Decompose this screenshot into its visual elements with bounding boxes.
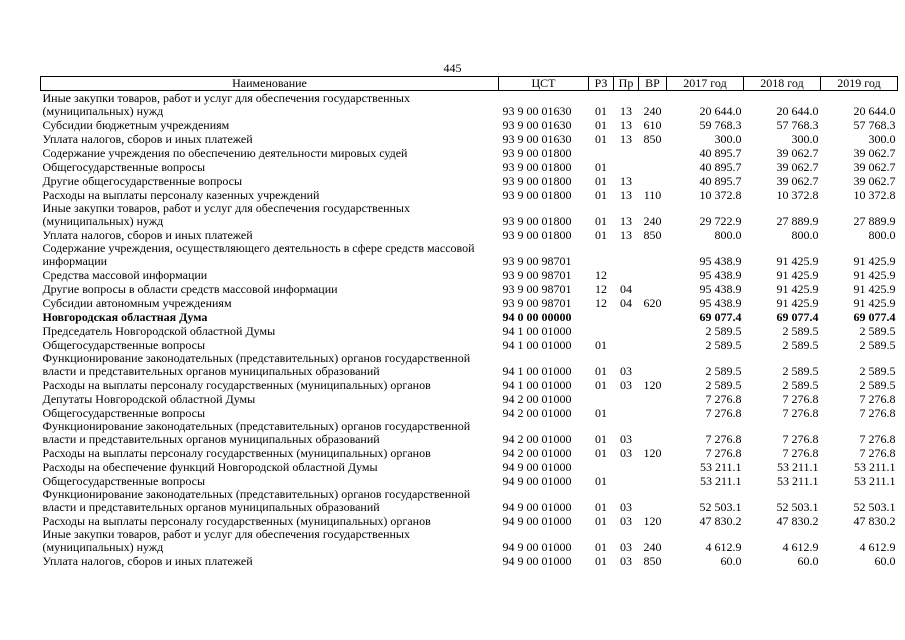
row-rz: 01 (595, 539, 607, 554)
row-value-2018: 2 589.5 (782, 363, 819, 378)
row-value-2017: 4 612.9 (705, 539, 742, 554)
row-name: Расходы на выплаты персоналу казенных учреждений (42, 187, 320, 202)
row-rz: 01 (595, 405, 607, 420)
row-rz (589, 145, 614, 159)
table-row (41, 553, 898, 567)
row-value-2017: 20 644.0 (699, 103, 742, 118)
row-value-2019: 7 276.8 (859, 431, 896, 446)
row-pr (614, 241, 639, 267)
row-cst: 93 9 00 01800 (502, 187, 572, 202)
table-row (41, 187, 898, 201)
header-2017: 2017 год (667, 77, 744, 91)
row-rz: 12 (595, 281, 607, 296)
row-cst: 93 9 00 01800 (502, 159, 572, 174)
row-vr (639, 487, 667, 513)
row-value-2018: 10 372.8 (776, 187, 819, 202)
row-value-2019: 47 830.2 (853, 513, 896, 528)
row-name: Иные закупки товаров, работ и услуг для обеспечения государственных (муниципальных) нужд (42, 527, 410, 554)
row-cst: 93 9 00 01800 (502, 227, 572, 242)
row-name: Субсидии автономным учреждениям (42, 295, 232, 310)
row-name: Общегосударственные вопросы (42, 405, 206, 420)
table-row (41, 241, 898, 267)
row-vr: 620 (643, 295, 662, 310)
row-value-2019: 91 425.9 (853, 281, 896, 296)
row-value-2017: 60.0 (720, 553, 742, 568)
row-cst: 93 9 00 01800 (502, 213, 572, 228)
row-pr: 03 (620, 377, 632, 392)
row-rz (589, 459, 614, 473)
row-value-2017: 7 276.8 (705, 405, 742, 420)
row-value-2018: 39 062.7 (776, 145, 819, 160)
header-cst: ЦСТ (499, 77, 589, 91)
row-pr (614, 159, 639, 173)
row-value-2019: 52 503.1 (853, 499, 896, 514)
row-value-2019: 2 589.5 (859, 337, 896, 352)
row-value-2019: 4 612.9 (859, 539, 896, 554)
row-value-2018: 7 276.8 (782, 431, 819, 446)
row-value-2018: 91 425.9 (776, 281, 819, 296)
row-value-2017: 10 372.8 (699, 187, 742, 202)
row-pr: 13 (620, 117, 632, 132)
row-value-2019: 91 425.9 (853, 253, 896, 268)
header-2019: 2019 год (821, 77, 898, 91)
row-vr (639, 159, 667, 173)
row-pr (614, 391, 639, 405)
row-value-2019: 39 062.7 (853, 173, 896, 188)
row-rz: 01 (595, 117, 607, 132)
row-rz: 01 (595, 213, 607, 228)
row-value-2019: 53 211.1 (853, 473, 896, 488)
row-name: Расходы на выплаты персоналу государственных (муниципальных) органов (42, 377, 431, 392)
table-body (41, 91, 898, 568)
row-vr: 120 (643, 377, 662, 392)
row-name: Общегосударственные вопросы (42, 159, 206, 174)
row-vr (639, 391, 667, 405)
table-row (41, 351, 898, 377)
table-row (41, 391, 898, 405)
row-value-2019: 39 062.7 (853, 145, 896, 160)
row-pr (614, 405, 639, 419)
row-value-2018: 47 830.2 (776, 513, 819, 528)
row-value-2019: 2 589.5 (859, 323, 896, 338)
row-value-2017: 69 077.4 (699, 309, 742, 324)
row-name: Содержание учреждения по обеспечению деятельности мировых судей (42, 145, 408, 160)
header-pr: Пр (614, 77, 639, 91)
row-name: Средства массовой информации (42, 267, 208, 282)
row-name: Общегосударственные вопросы (42, 337, 206, 352)
row-name: Иные закупки товаров, работ и услуг для обеспечения государственных (муниципальных) нужд (42, 201, 410, 228)
row-pr (614, 309, 639, 323)
row-value-2017: 2 589.5 (705, 323, 742, 338)
row-vr (639, 337, 667, 351)
row-value-2018: 4 612.9 (782, 539, 819, 554)
row-value-2019: 7 276.8 (859, 405, 896, 420)
row-name: Депутаты Новгородской областной Думы (42, 391, 256, 406)
row-pr (614, 267, 639, 281)
row-vr: 110 (643, 187, 662, 202)
row-value-2017: 2 589.5 (705, 377, 742, 392)
row-value-2019: 10 372.8 (853, 187, 896, 202)
row-vr: 610 (643, 117, 662, 132)
row-pr (614, 337, 639, 351)
row-cst: 94 9 00 01000 (502, 513, 572, 528)
table-row (41, 295, 898, 309)
row-value-2017: 59 768.3 (699, 117, 742, 132)
row-rz: 01 (595, 173, 607, 188)
row-value-2019: 7 276.8 (859, 445, 896, 460)
page-number: 445 (443, 61, 462, 75)
row-vr (639, 267, 667, 281)
row-value-2018: 300.0 (791, 131, 819, 146)
row-value-2017: 40 895.7 (699, 159, 742, 174)
table-row (41, 445, 898, 459)
row-name: Расходы на обеспечение функций Новгородской областной Думы (42, 459, 378, 474)
row-pr: 03 (620, 499, 632, 514)
row-value-2019: 69 077.4 (853, 309, 896, 324)
table-row (41, 173, 898, 187)
row-value-2019: 53 211.1 (853, 459, 896, 474)
row-value-2018: 7 276.8 (782, 445, 819, 460)
table-row (41, 281, 898, 295)
row-value-2018: 91 425.9 (776, 295, 819, 310)
row-value-2017: 53 211.1 (699, 459, 742, 474)
row-pr: 04 (620, 295, 632, 310)
row-value-2018: 39 062.7 (776, 173, 819, 188)
row-rz: 01 (595, 445, 607, 460)
row-cst: 94 1 00 01000 (502, 363, 572, 378)
row-value-2017: 40 895.7 (699, 173, 742, 188)
row-value-2017: 29 722.9 (699, 213, 742, 228)
row-vr (639, 173, 667, 187)
row-cst: 93 9 00 01800 (502, 173, 572, 188)
row-name: Функционирование законодательных (представительных) органов государственной власти и представительных органов муниципальных образований (42, 351, 471, 378)
header-name: Наименование (41, 77, 499, 91)
row-rz: 01 (595, 131, 607, 146)
table-row (41, 513, 898, 527)
row-pr: 13 (620, 227, 632, 242)
row-rz: 01 (595, 553, 607, 568)
row-value-2017: 95 438.9 (699, 295, 742, 310)
row-cst: 94 2 00 01000 (502, 391, 572, 406)
row-vr (639, 145, 667, 159)
row-cst: 94 2 00 01000 (502, 405, 572, 420)
table-row (41, 459, 898, 473)
row-rz: 12 (595, 267, 607, 282)
row-name: Функционирование законодательных (представительных) органов государственной власти и представительных органов муниципальных образований (42, 487, 471, 514)
row-value-2017: 7 276.8 (705, 391, 742, 406)
row-value-2017: 52 503.1 (699, 499, 742, 514)
row-vr (639, 459, 667, 473)
row-pr (614, 145, 639, 159)
row-vr: 240 (643, 539, 662, 554)
row-name: Иные закупки товаров, работ и услуг для обеспечения государственных (муниципальных) нужд (42, 91, 410, 118)
row-vr: 120 (643, 513, 662, 528)
row-value-2018: 20 644.0 (776, 103, 819, 118)
row-value-2019: 2 589.5 (859, 377, 896, 392)
row-pr (614, 473, 639, 487)
table-row (41, 117, 898, 131)
row-vr (639, 351, 667, 377)
row-cst: 93 9 00 98701 (502, 295, 572, 310)
row-value-2019: 91 425.9 (853, 295, 896, 310)
row-rz: 01 (595, 337, 607, 352)
row-value-2017: 2 589.5 (705, 337, 742, 352)
row-vr: 120 (643, 445, 662, 460)
row-value-2017: 300.0 (714, 131, 742, 146)
row-pr (614, 459, 639, 473)
row-vr: 850 (643, 131, 662, 146)
row-cst: 93 9 00 01630 (502, 131, 572, 146)
row-value-2017: 47 830.2 (699, 513, 742, 528)
table-row (41, 267, 898, 281)
row-rz: 01 (595, 499, 607, 514)
table-row (41, 377, 898, 391)
table-row (41, 91, 898, 118)
row-cst: 94 1 00 01000 (502, 377, 572, 392)
table-row (41, 419, 898, 445)
row-value-2019: 60.0 (874, 553, 896, 568)
row-rz: 01 (595, 431, 607, 446)
row-name: Председатель Новгородской областной Думы (42, 323, 276, 338)
row-rz (589, 309, 614, 323)
row-pr: 13 (620, 213, 632, 228)
row-cst: 93 9 00 01630 (502, 117, 572, 132)
row-value-2019: 91 425.9 (853, 267, 896, 282)
row-cst: 94 9 00 01000 (502, 473, 572, 488)
row-rz: 12 (595, 295, 607, 310)
row-rz (589, 391, 614, 405)
row-cst: 94 9 00 01000 (502, 539, 572, 554)
row-value-2019: 800.0 (868, 227, 896, 242)
header-rz: РЗ (589, 77, 614, 91)
row-value-2019: 7 276.8 (859, 391, 896, 406)
row-pr: 04 (620, 281, 632, 296)
row-vr (639, 405, 667, 419)
table-row (41, 323, 898, 337)
row-pr: 03 (620, 445, 632, 460)
row-value-2018: 2 589.5 (782, 377, 819, 392)
row-cst: 94 9 00 01000 (502, 459, 572, 474)
row-value-2018: 52 503.1 (776, 499, 819, 514)
row-value-2017: 95 438.9 (699, 253, 742, 268)
table-row (41, 527, 898, 553)
row-value-2018: 53 211.1 (776, 459, 819, 474)
row-value-2019: 300.0 (868, 131, 896, 146)
row-cst: 94 2 00 01000 (502, 445, 572, 460)
row-rz: 01 (595, 363, 607, 378)
row-vr (639, 281, 667, 295)
row-pr: 03 (620, 539, 632, 554)
row-cst: 93 9 00 01630 (502, 103, 572, 118)
row-value-2017: 800.0 (714, 227, 742, 242)
table-row (41, 487, 898, 513)
row-rz: 01 (595, 377, 607, 392)
row-rz: 01 (595, 227, 607, 242)
row-pr: 13 (620, 131, 632, 146)
row-rz: 01 (595, 103, 607, 118)
table-row (41, 309, 898, 323)
row-value-2018: 57 768.3 (776, 117, 819, 132)
row-value-2018: 2 589.5 (782, 337, 819, 352)
table-row (41, 131, 898, 145)
table-row (41, 227, 898, 241)
row-pr: 03 (620, 431, 632, 446)
row-value-2018: 53 211.1 (776, 473, 819, 488)
row-cst: 93 9 00 98701 (502, 253, 572, 268)
row-cst: 94 1 00 01000 (502, 337, 572, 352)
row-cst: 93 9 00 98701 (502, 267, 572, 282)
row-name: Расходы на выплаты персоналу государственных (муниципальных) органов (42, 445, 431, 460)
row-value-2017: 7 276.8 (705, 445, 742, 460)
row-value-2017: 2 589.5 (705, 363, 742, 378)
row-rz (589, 323, 614, 337)
row-value-2018: 60.0 (797, 553, 819, 568)
row-vr (639, 309, 667, 323)
row-pr: 03 (620, 363, 632, 378)
table-header-row (41, 77, 898, 91)
row-pr: 13 (620, 187, 632, 202)
table-row (41, 405, 898, 419)
row-value-2019: 20 644.0 (853, 103, 896, 118)
row-cst: 93 9 00 98701 (502, 281, 572, 296)
row-cst: 94 0 00 00000 (502, 309, 572, 324)
row-vr: 240 (643, 213, 662, 228)
row-vr (639, 241, 667, 267)
row-cst: 94 1 00 01000 (502, 323, 572, 338)
row-cst: 94 9 00 01000 (502, 499, 572, 514)
row-value-2019: 57 768.3 (853, 117, 896, 132)
table-row (41, 473, 898, 487)
row-vr (639, 473, 667, 487)
row-rz (589, 241, 614, 267)
row-vr: 240 (643, 103, 662, 118)
row-cst: 93 9 00 01800 (502, 145, 572, 160)
row-name: Уплата налогов, сборов и иных платежей (42, 131, 253, 146)
row-value-2018: 7 276.8 (782, 391, 819, 406)
row-name: Уплата налогов, сборов и иных платежей (42, 553, 253, 568)
row-name: Общегосударственные вопросы (42, 473, 206, 488)
budget-table (40, 76, 898, 567)
row-value-2017: 40 895.7 (699, 145, 742, 160)
row-value-2018: 91 425.9 (776, 253, 819, 268)
row-name: Новгородская областная Дума (42, 309, 208, 324)
row-name: Расходы на выплаты персоналу государственных (муниципальных) органов (42, 513, 431, 528)
row-rz: 01 (595, 187, 607, 202)
table-row (41, 201, 898, 227)
row-value-2018: 91 425.9 (776, 267, 819, 282)
row-value-2017: 95 438.9 (699, 267, 742, 282)
row-rz: 01 (595, 159, 607, 174)
row-pr (614, 323, 639, 337)
row-value-2018: 39 062.7 (776, 159, 819, 174)
row-vr: 850 (643, 227, 662, 242)
row-vr (639, 323, 667, 337)
row-value-2019: 27 889.9 (853, 213, 896, 228)
table-row (41, 145, 898, 159)
row-value-2017: 95 438.9 (699, 281, 742, 296)
row-pr: 03 (620, 553, 632, 568)
row-value-2018: 2 589.5 (782, 323, 819, 338)
row-value-2019: 2 589.5 (859, 363, 896, 378)
row-pr: 13 (620, 103, 632, 118)
row-rz: 01 (595, 473, 607, 488)
row-name: Субсидии бюджетным учреждениям (42, 117, 230, 132)
row-value-2018: 7 276.8 (782, 405, 819, 420)
row-value-2017: 7 276.8 (705, 431, 742, 446)
row-pr: 13 (620, 173, 632, 188)
row-name: Уплата налогов, сборов и иных платежей (42, 227, 253, 242)
table-row (41, 159, 898, 173)
row-rz: 01 (595, 513, 607, 528)
row-cst: 94 2 00 01000 (502, 431, 572, 446)
row-value-2017: 53 211.1 (699, 473, 742, 488)
row-pr: 03 (620, 513, 632, 528)
row-name: Функционирование законодательных (представительных) органов государственной власти и представительных органов муниципальных образований (42, 419, 471, 446)
row-name: Другие вопросы в области средств массовой информации (42, 281, 338, 296)
header-2018: 2018 год (744, 77, 821, 91)
header-vr: ВР (639, 77, 667, 91)
row-name: Другие общегосударственные вопросы (42, 173, 243, 188)
table-row (41, 337, 898, 351)
row-value-2018: 27 889.9 (776, 213, 819, 228)
row-vr: 850 (643, 553, 662, 568)
row-value-2019: 39 062.7 (853, 159, 896, 174)
row-cst: 94 9 00 01000 (502, 553, 572, 568)
row-value-2018: 800.0 (791, 227, 819, 242)
row-name: Содержание учреждения, осуществляющего деятельность в сфере средств массовой информации (42, 241, 475, 268)
row-value-2018: 69 077.4 (776, 309, 819, 324)
row-vr (639, 419, 667, 445)
